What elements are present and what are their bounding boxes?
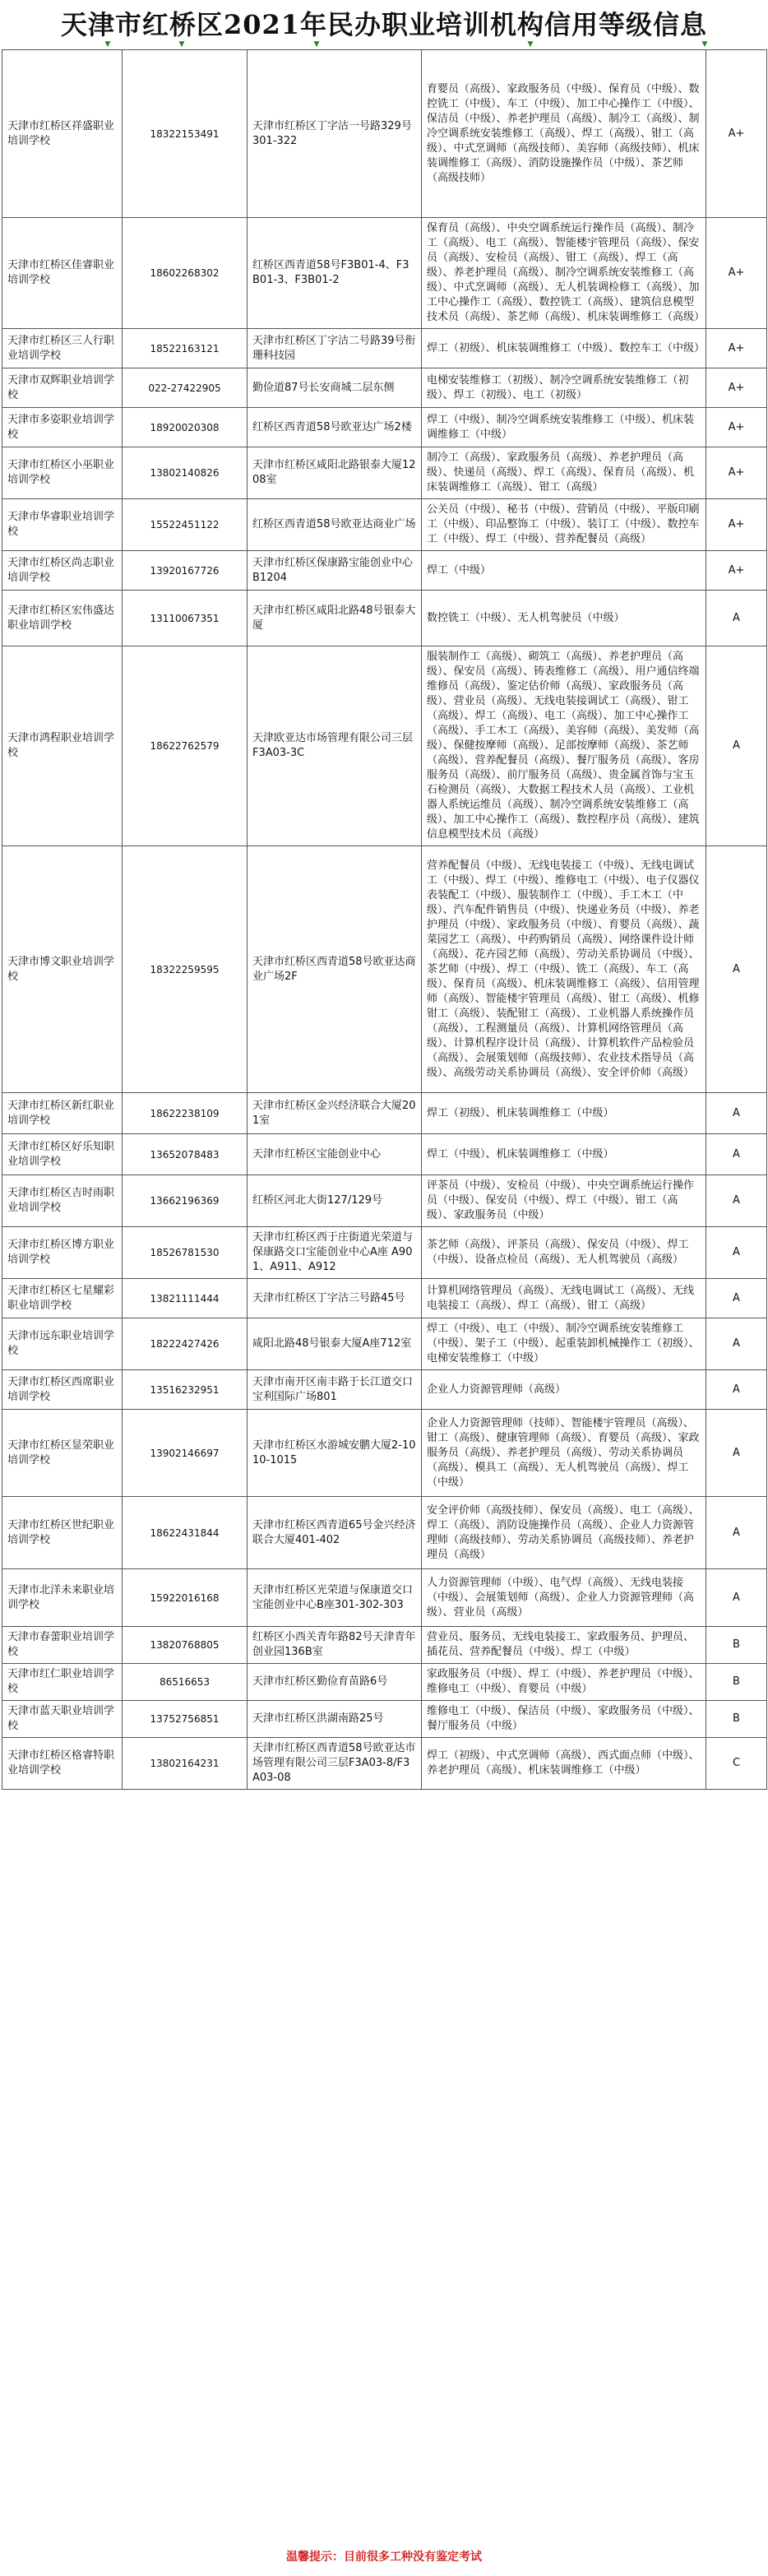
org-address: 红桥区西青道58号欧亚达商业广场 — [248, 499, 422, 551]
org-phone: 18622238109 — [123, 1093, 248, 1134]
org-grade: A — [706, 1134, 767, 1175]
org-name: 天津市博文职业培训学校 — [2, 846, 123, 1093]
org-trades: 安全评价师（高级技师）、保安员（高级）、电工（高级）、焊工（高级）、消防设施操作员（高级）、企业人力资源管理师（高级技师）、劳动关系协调员（高级技师）、养老护理员（高级） — [422, 1497, 706, 1569]
table-row — [2, 646, 767, 846]
org-name: 天津市红仁职业培训学校 — [2, 1664, 123, 1701]
org-trades: 企业人力资源管理师（高级） — [422, 1370, 706, 1410]
org-name: 天津市红桥区好乐知职业培训学校 — [2, 1134, 123, 1175]
org-address: 天津市红桥区水游城安鹏大厦2-1010-1015 — [248, 1410, 422, 1497]
org-phone: 13902146697 — [123, 1410, 248, 1497]
org-address: 天津市红桥区咸阳北路48号银泰大厦 — [248, 591, 422, 646]
org-phone: 18322153491 — [123, 50, 248, 218]
org-name: 天津市春蕾职业培训学校 — [2, 1627, 123, 1664]
filter-arrow-grade[interactable]: ▼ — [701, 40, 708, 49]
org-phone: 15922016168 — [123, 1569, 248, 1627]
org-grade: A — [706, 1569, 767, 1627]
org-name: 天津市红桥区尚志职业培训学校 — [2, 551, 123, 591]
table-row — [2, 1569, 767, 1627]
org-name: 天津市远东职业培训学校 — [2, 1318, 123, 1370]
table-row — [2, 499, 767, 551]
org-address: 天津市红桥区保康路宝能创业中心B1204 — [248, 551, 422, 591]
org-trades: 焊工（中级）、机床装调维修工（中级） — [422, 1134, 706, 1175]
org-trades: 焊工（初级）、机床装调维修工（中级）、数控车工（中级） — [422, 329, 706, 368]
org-phone: 13821111444 — [123, 1279, 248, 1318]
org-address: 天津市红桥区西青道58号欧亚达商业广场2F — [248, 846, 422, 1093]
org-grade: A — [706, 1227, 767, 1279]
table-row — [2, 1497, 767, 1569]
table-row — [2, 1410, 767, 1497]
org-address: 天津市红桥区丁字沽三号路45号 — [248, 1279, 422, 1318]
org-name: 天津市北洋未来职业培训学校 — [2, 1569, 123, 1627]
org-name: 天津市红桥区格睿特职业培训学校 — [2, 1738, 123, 1790]
page-title: 天津市红桥区2021年民办职业培训机构信用等级信息 — [60, 9, 708, 40]
org-address: 天津市红桥区西青道58号欧亚达市场管理有限公司三层F3A03-8/F3A03-08 — [248, 1738, 422, 1790]
org-grade: A — [706, 1497, 767, 1569]
org-grade: A+ — [706, 447, 767, 499]
filter-arrow-address[interactable]: ▼ — [313, 40, 320, 49]
org-address: 天津市红桥区宝能创业中心 — [248, 1134, 422, 1175]
table-row — [2, 368, 767, 408]
org-address: 天津市红桥区洪湖南路25号 — [248, 1701, 422, 1738]
org-address: 天津市红桥区丁字沽二号路39号衔珊科技园 — [248, 329, 422, 368]
table-row — [2, 1093, 767, 1134]
org-trades: 家政服务员（中级）、焊工（中级）、养老护理员（中级）、维修电工（中级）、育婴员（中级） — [422, 1664, 706, 1701]
org-grade: B — [706, 1701, 767, 1738]
table-row — [2, 447, 767, 499]
org-address: 勤俭道87号长安商城二层东侧 — [248, 368, 422, 408]
org-trades: 育婴员（高级）、家政服务员（中级）、保育员（中级）、数控铣工（中级）、车工（中级）、加工中心操作工（中级）、保洁员（中级）、养老护理员（高级）、制冷工（高级）、制冷空调系统安装维修工（高级）、焊工（高级）、钳工（高级）、中式烹调师（高级技师）、美容师（高级技师）、机床装调维修工（高级）、消防设施操作员（中级）、茶艺师（高级技师） — [422, 50, 706, 218]
org-grade: A+ — [706, 551, 767, 591]
org-name: 天津市红桥区博方职业培训学校 — [2, 1227, 123, 1279]
org-name: 天津市红桥区七星耀彩职业培训学校 — [2, 1279, 123, 1318]
table-row — [2, 329, 767, 368]
org-name: 天津市红桥区佳睿职业培训学校 — [2, 218, 123, 329]
org-phone: 18920020308 — [123, 408, 248, 447]
org-name: 天津市红桥区新红职业培训学校 — [2, 1093, 123, 1134]
org-phone: 18622762579 — [123, 646, 248, 846]
org-name: 天津市红桥区显荣职业培训学校 — [2, 1410, 123, 1497]
org-address: 天津市红桥区丁字沽一号路329号301-322 — [248, 50, 422, 218]
org-address: 天津市红桥区西于庄街道光荣道与保康路交口宝能创业中心A座 A901、A911、A912 — [248, 1227, 422, 1279]
org-name: 天津市双辉职业培训学校 — [2, 368, 123, 408]
org-trades: 焊工（中级）、电工（中级）、制冷空调系统安装维修工（中级）、架子工（中级）、起重装卸机械操作工（初级）、电梯安装维修工（中级） — [422, 1318, 706, 1370]
table-row — [2, 1627, 767, 1664]
org-phone: 18526781530 — [123, 1227, 248, 1279]
org-trades: 茶艺师（高级）、评茶员（高级）、保安员（中级）、焊工（中级）、设备点检员（高级）、无人机驾驶员（高级） — [422, 1227, 706, 1279]
org-trades: 公关员（中级）、秘书（中级）、营销员（中级）、平版印刷工（中级）、印品整饰工（中级）、装订工（中级）、数控车工（中级）、焊工（中级）、营养配餐员（高级） — [422, 499, 706, 551]
org-address: 红桥区河北大街127/129号 — [248, 1175, 422, 1227]
org-phone: 13752756851 — [123, 1701, 248, 1738]
org-grade: A+ — [706, 329, 767, 368]
org-grade: A+ — [706, 368, 767, 408]
org-trades: 焊工（中级）、制冷空调系统安装维修工（中级）、机床装调维修工（中级） — [422, 408, 706, 447]
org-name: 天津市红桥区宏伟盛达职业培训学校 — [2, 591, 123, 646]
org-address: 天津市南开区南丰路于长江道交口宝利国际广场801 — [248, 1370, 422, 1410]
org-phone: 13802140826 — [123, 447, 248, 499]
org-trades: 电梯安装维修工（初级）、制冷空调系统安装维修工（初级）、焊工（初级）、电工（初级） — [422, 368, 706, 408]
org-name: 天津市鸿程职业培训学校 — [2, 646, 123, 846]
org-trades: 焊工（中级） — [422, 551, 706, 591]
org-phone: 13820768805 — [123, 1627, 248, 1664]
org-grade: A — [706, 1410, 767, 1497]
org-phone: 18222427426 — [123, 1318, 248, 1370]
table-row — [2, 50, 767, 218]
table-row — [2, 846, 767, 1093]
table-row — [2, 218, 767, 329]
org-phone: 18602268302 — [123, 218, 248, 329]
org-name: 天津市红桥区吉时雨职业培训学校 — [2, 1175, 123, 1227]
org-trades: 评茶员（中级）、安检员（中级）、中央空调系统运行操作员（中级）、保安员（中级）、焊工（中级）、钳工（高级）、家政服务员（中级） — [422, 1175, 706, 1227]
org-trades: 维修电工（中级）、保洁员（中级）、家政服务员（中级）、餐厅服务员（中级） — [422, 1701, 706, 1738]
org-phone: 18322259595 — [123, 846, 248, 1093]
org-name: 天津市红桥区三人行职业培训学校 — [2, 329, 123, 368]
org-phone: 86516653 — [123, 1664, 248, 1701]
org-name: 天津市红桥区祥盛职业培训学校 — [2, 50, 123, 218]
org-grade: A+ — [706, 408, 767, 447]
org-address: 天津欧亚达市场管理有限公司三层F3A03-3C — [248, 646, 422, 846]
org-grade: A — [706, 1318, 767, 1370]
org-trades: 企业人力资源管理师（技师）、智能楼宇管理员（高级）、钳工（高级）、健康管理师（高级）、育婴员（高级）、家政服务员（高级）、养老护理员（高级）、劳动关系协调员（高级）、模具工（高级）、无人机驾驶员（高级）、焊工（中级） — [422, 1410, 706, 1497]
org-trades: 营业员、服务员、无线电装接工、家政服务员、护理员、插花员、营养配餐员（中级）、焊工（中级） — [422, 1627, 706, 1664]
org-address: 天津市红桥区勤俭育苗路6号 — [248, 1664, 422, 1701]
org-grade: A — [706, 1093, 767, 1134]
org-grade: A+ — [706, 50, 767, 218]
org-phone: 13802164231 — [123, 1738, 248, 1790]
org-phone: 022-27422905 — [123, 368, 248, 408]
footer-note: 温馨提示：目前很多工种没有鉴定考试 — [286, 2551, 482, 2564]
org-phone: 15522451122 — [123, 499, 248, 551]
credit-table — [2, 49, 767, 1790]
org-trades: 营养配餐员（中级）、无线电装接工（中级）、无线电调试工（中级）、焊工（中级）、维修电工（中级）、电子仪器仪表装配工（中级）、服装制作工（中级）、手工木工（中级）、汽车配件销售员（中级）、快递业务员（中级）、养老护理员（中级）、家政服务员（中级）、育婴员（高级）、蔬菜园艺工（高级）、中药购销员（高级）、网络课件设计师（高级）、花卉园艺师（高级）、劳动关系协调员（中级）、茶艺师（中级）、焊工（中级）、铣工（高级）、车工（高级）、保育员（高级）、机床装调维修工（高级）、信用管理师（高级）、智能楼宇管理员（高级）、钳工（高级）、机修钳工（高级）、装配钳工（高级）、工业机器人系统操作员（高级）、工程测量员（高级）、计算机网络管理员（高级）、计算机程序设计员（高级）、计算机软件产品检验员（高级）、会展策划师（高级技师）、农业技术指导员（高级）、高级劳动关系协调员（高级）、安全评价师（高级） — [422, 846, 706, 1093]
org-grade: A+ — [706, 218, 767, 329]
org-grade: A — [706, 1175, 767, 1227]
org-grade: A — [706, 646, 767, 846]
org-trades: 数控铣工（中级）、无人机驾驶员（中级） — [422, 591, 706, 646]
org-address: 天津市红桥区光荣道与保康道交口宝能创业中心B座301-302-303 — [248, 1569, 422, 1627]
table-row — [2, 408, 767, 447]
org-phone: 18522163121 — [123, 329, 248, 368]
table-row — [2, 1738, 767, 1790]
org-grade: B — [706, 1627, 767, 1664]
org-name: 天津市蓝天职业培训学校 — [2, 1701, 123, 1738]
org-address: 红桥区西青道58号欧亚达广场2楼 — [248, 408, 422, 447]
table-row — [2, 1227, 767, 1279]
org-address: 咸阳北路48号银泰大厦A座712室 — [248, 1318, 422, 1370]
org-address: 天津市红桥区西青道65号金兴经济联合大厦401-402 — [248, 1497, 422, 1569]
org-name: 天津市红桥区西席职业培训学校 — [2, 1370, 123, 1410]
table-row — [2, 1664, 767, 1701]
org-address: 天津市红桥区咸阳北路银泰大厦1208室 — [248, 447, 422, 499]
org-phone: 18622431844 — [123, 1497, 248, 1569]
table-row — [2, 551, 767, 591]
org-address: 天津市红桥区金兴经济联合大厦201室 — [248, 1093, 422, 1134]
org-phone: 13662196369 — [123, 1175, 248, 1227]
table-row — [2, 1370, 767, 1410]
org-name: 天津市华睿职业培训学校 — [2, 499, 123, 551]
filter-arrow-phone[interactable]: ▼ — [178, 40, 185, 49]
org-grade: A — [706, 591, 767, 646]
table-row — [2, 1134, 767, 1175]
org-phone: 13110067351 — [123, 591, 248, 646]
org-trades: 服装制作工（高级）、砌筑工（高级）、养老护理员（高级）、保安员（高级）、铸表维修工（高级）、用户通信终端维修员（高级）、鉴定估价师（高级）、家政服务员（高级）、营业员（高级）、无线电装接调试工（高级）、钳工（高级）、焊工（高级）、电工（高级）、加工中心操作工（高级）、手工木工（高级）、美容师（高级）、美发师（高级）、保健按摩师（高级）、足部按摩师（高级）、茶艺师（高级）、营养配餐员（高级）、餐厅服务员（高级）、客房服务员（高级）、前厅服务员（高级）、贵金属首饰与宝玉石检测员（高级）、大数据工程技术人员（高级）、工业机器人系统运维员（高级）、制冷空调系统安装维修工（高级）、加工中心操作工（高级）、数控程序员（高级）、建筑信息模型技术员（高级） — [422, 646, 706, 846]
table-row — [2, 1318, 767, 1370]
org-address: 红桥区西青道58号F3B01-4、F3B01-3、F3B01-2 — [248, 218, 422, 329]
org-grade: A — [706, 1279, 767, 1318]
filter-arrow-trades[interactable]: ▼ — [527, 40, 534, 49]
org-trades: 焊工（初级）、机床装调维修工（中级） — [422, 1093, 706, 1134]
org-trades: 制冷工（高级）、家政服务员（高级）、养老护理员（高级）、快递员（高级）、焊工（高级）、保育员（高级）、机床装调维修工（高级）、钳工（高级） — [422, 447, 706, 499]
org-trades: 人力资源管理师（中级）、电气焊（高级）、无线电装接（中级）、会展策划师（高级）、企业人力资源管理师（高级）、营业员（高级） — [422, 1569, 706, 1627]
org-grade: C — [706, 1738, 767, 1790]
org-grade: A — [706, 846, 767, 1093]
org-phone: 13516232951 — [123, 1370, 248, 1410]
org-grade: A+ — [706, 499, 767, 551]
org-name: 天津市多姿职业培训学校 — [2, 408, 123, 447]
org-trades: 计算机网络管理员（高级）、无线电调试工（高级）、无线电装接工（高级）、焊工（高级）、钳工（高级） — [422, 1279, 706, 1318]
org-phone: 13920167726 — [123, 551, 248, 591]
org-grade: A — [706, 1370, 767, 1410]
filter-arrow-name[interactable]: ▼ — [104, 40, 111, 49]
org-grade: B — [706, 1664, 767, 1701]
org-name: 天津市红桥区世纪职业培训学校 — [2, 1497, 123, 1569]
org-trades: 焊工（初级）、中式烹调师（高级）、西式面点师（中级）、养老护理员（高级）、机床装调维修工（中级） — [422, 1738, 706, 1790]
org-trades: 保育员（高级）、中央空调系统运行操作员（高级）、制冷工（高级）、电工（高级）、智能楼宇管理员（高级）、保安员（高级）、安检员（高级）、钳工（高级）、焊工（高级）、养老护理员（高级）、制冷空调系统安装维修工（高级）、中式烹调师（高级）、无人机装调检修工（高级）、加工中心操作工（高级）、数控铣工（高级）、建筑信息模型技术员（高级）、茶艺师（高级）、机床装调维修工（高级） — [422, 218, 706, 329]
table-row — [2, 1279, 767, 1318]
org-address: 红桥区小西关青年路82号天津青年创业园136B室 — [248, 1627, 422, 1664]
table-row — [2, 591, 767, 646]
org-name: 天津市红桥区小巫职业培训学校 — [2, 447, 123, 499]
table-row — [2, 1175, 767, 1227]
org-phone: 13652078483 — [123, 1134, 248, 1175]
table-row — [2, 1701, 767, 1738]
